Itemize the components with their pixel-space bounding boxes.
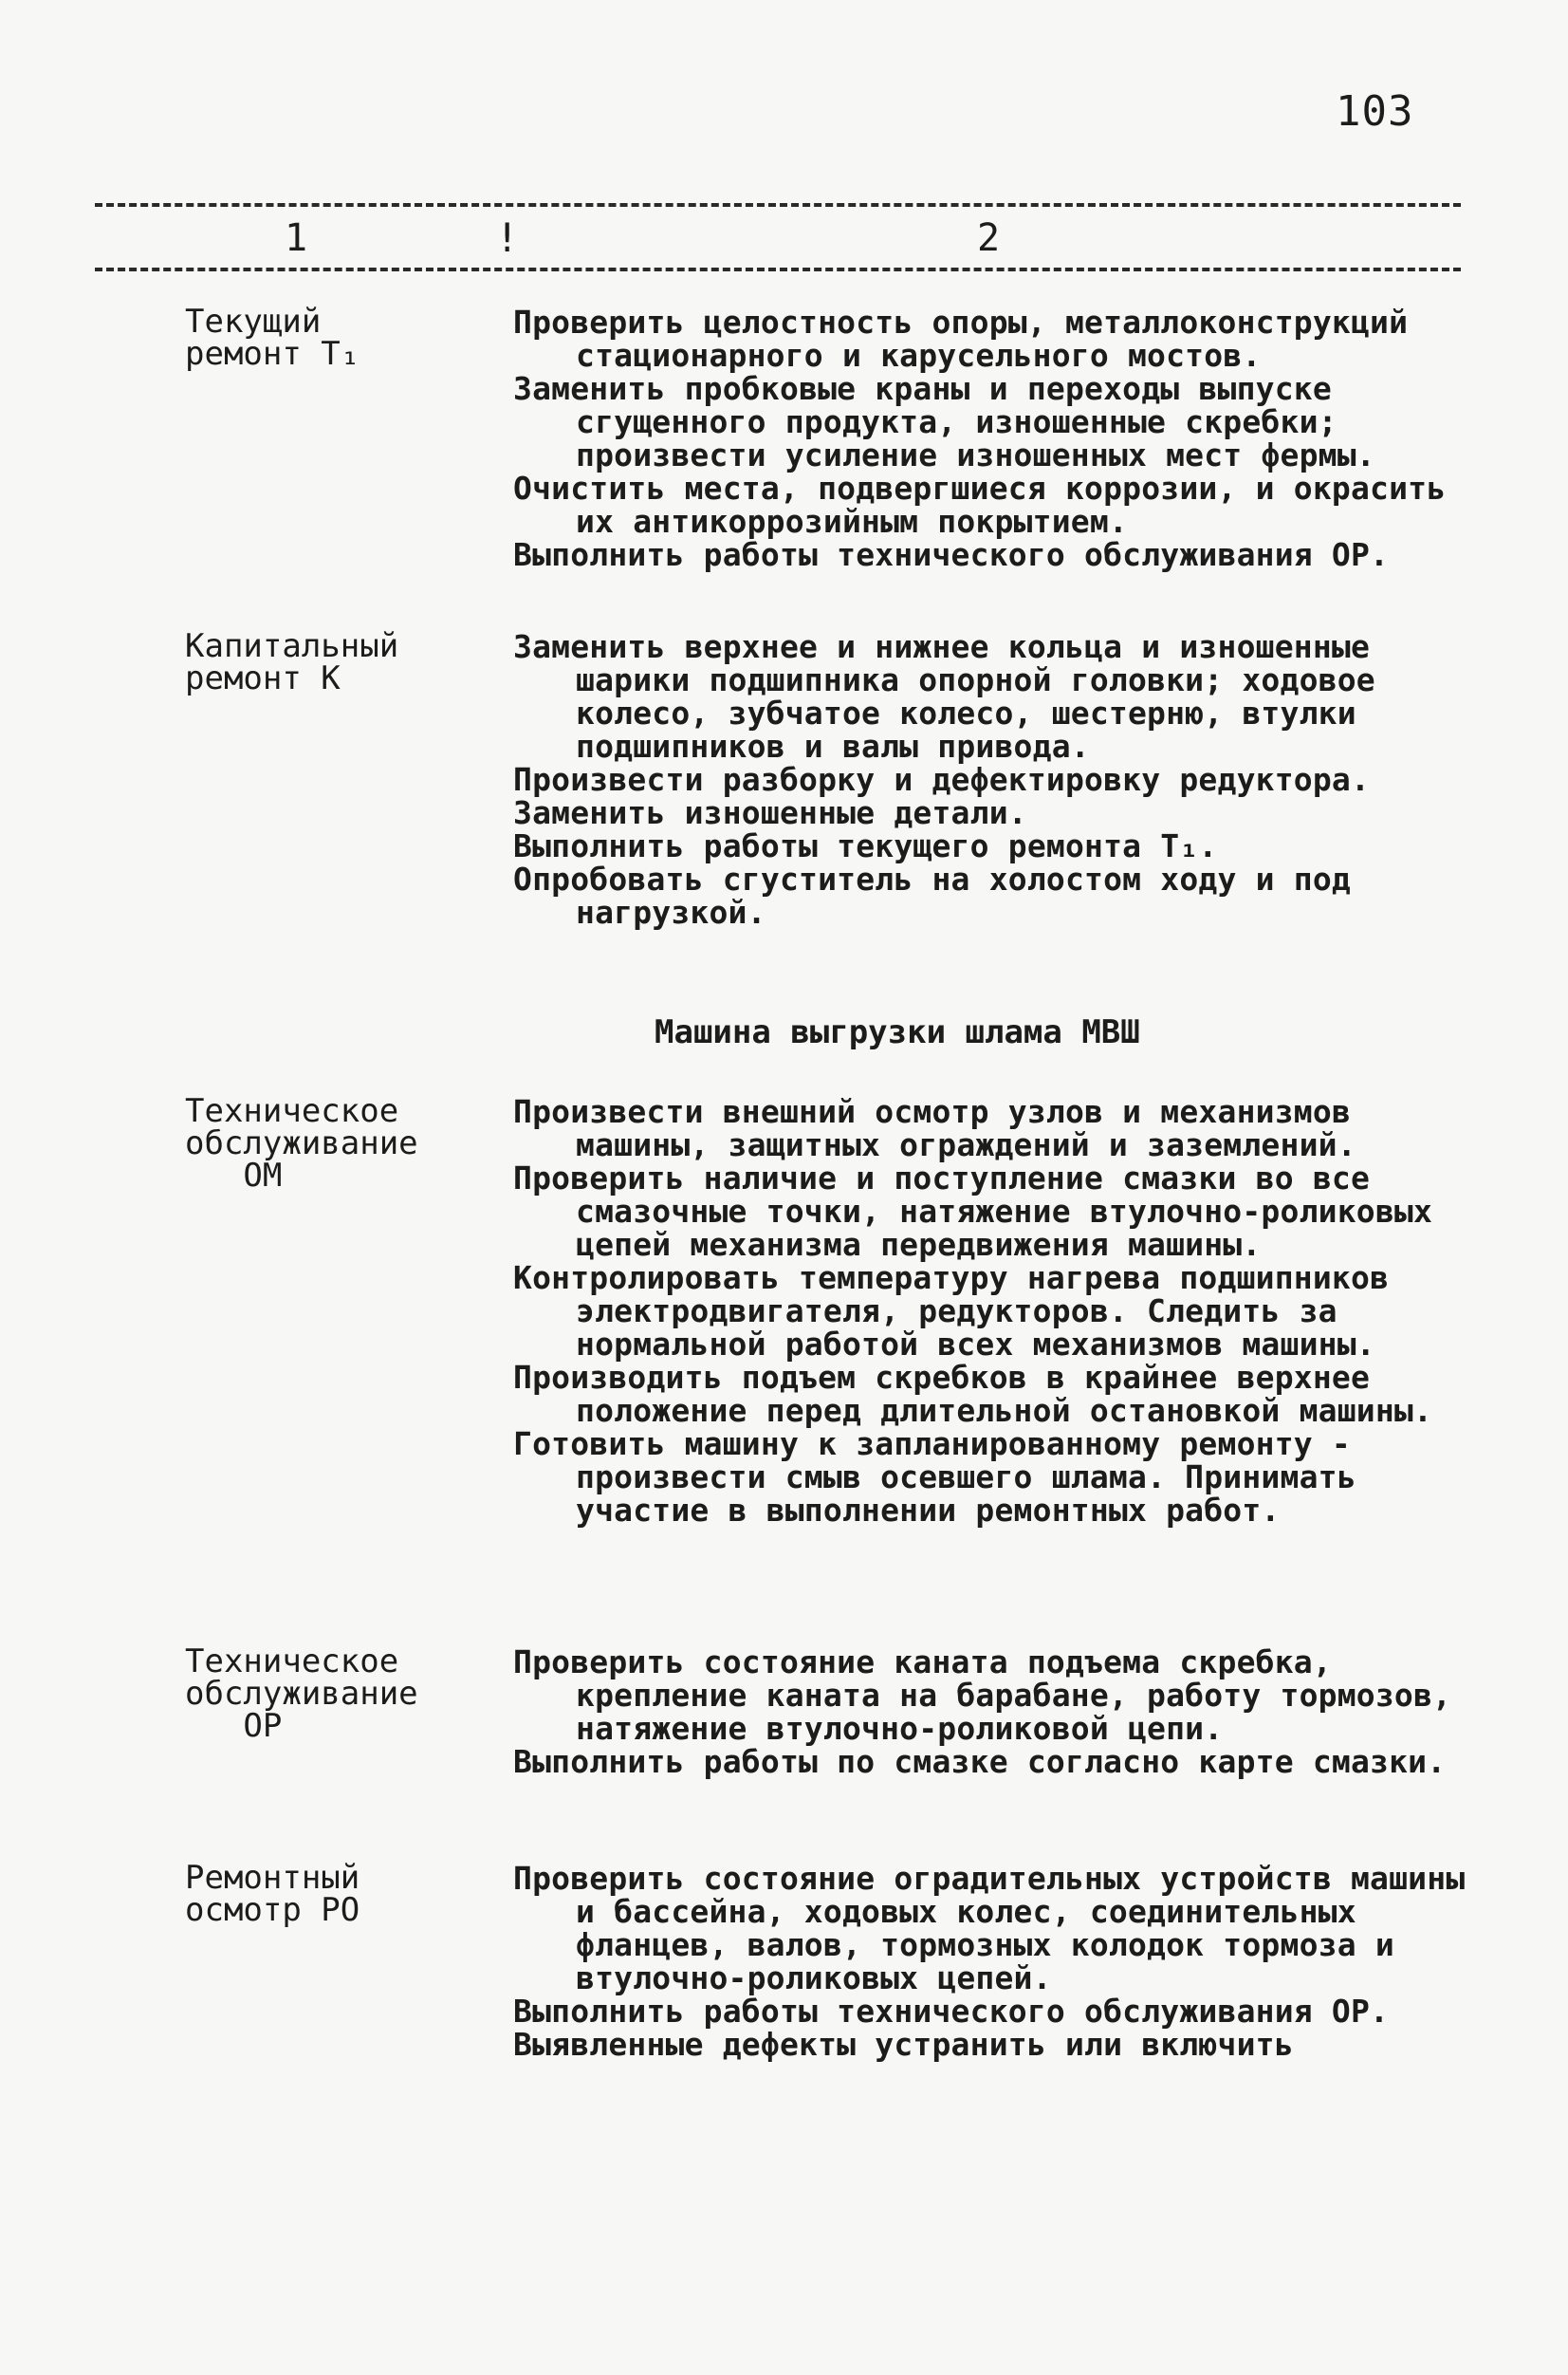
list-item: Выполнить работы текущего ремонта Т₁. — [513, 827, 1218, 864]
list-item: Заменить пробковые краны и переходы выпуске сгущенного продукта, изношенные скребки; произвести усиление изношенных мест фермы. — [513, 370, 1375, 473]
list-item: Готовить машину к запланированному ремонту - произвести смыв осевшего шлама. Принимать участие в выполнении ремонтных работ. — [513, 1425, 1356, 1529]
list-item: Производить подъем скребков в крайнее верхнее положение перед длительной остановкой машины. — [513, 1359, 1433, 1429]
list-item: Выполнить работы технического обслуживания ОР. — [513, 536, 1390, 573]
entry-items — [513, 1862, 1500, 2061]
list-item: Произвести внешний осмотр узлов и механизмов машины, защитных ограждений и заземлений. — [513, 1093, 1356, 1163]
list-item: Проверить целостность опоры, металлоконструкций стационарного и карусельного мостов. — [513, 304, 1409, 374]
entry-items — [513, 306, 1500, 571]
column-1-number: 1 — [285, 216, 308, 260]
list-item: Выполнить работы по смазке согласно карте смазки. — [513, 1743, 1447, 1780]
column-2-number: 2 — [977, 216, 1001, 260]
entry-label: Техническое обслуживание ОМ — [185, 1092, 418, 1195]
list-item: Проверить состояние оградительных устройств машины и бассейна, ходовых колес, соединительных фланцев, валов, тормозных колодок тормоза и втулочно-роликовых цепей. — [513, 1860, 1466, 1996]
section-title: Машина выгрузки шлама МВШ — [655, 1013, 1140, 1051]
entry-label: Техническое обслуживание ОР — [185, 1642, 418, 1745]
table-header-bottom-rule — [95, 268, 1461, 271]
list-item: Контролировать температуру нагрева подшипников электродвигателя, редукторов. Следить за нормальной работой всех механизмов машины. — [513, 1259, 1390, 1363]
list-item: Заменить верхнее и нижнее кольца и изношенные шарики подшипника опорной головки; ходовое колесо, зубчатое колесо, шестерню, втулки подшипников и валы привода. — [513, 628, 1375, 765]
list-item: Очистить места, подвергшиеся коррозии, и окрасить их антикоррозийным покрытием. — [513, 470, 1447, 540]
list-item: Заменить изношенные детали. — [513, 794, 1027, 831]
column-separator: ! — [495, 214, 520, 261]
list-item: Опробовать сгуститель на холостом ходу и под нагрузкой. — [513, 861, 1351, 931]
page-number: 103 — [1336, 87, 1414, 136]
list-item: Выявленные дефекты устранить или включить — [513, 2026, 1294, 2063]
entry-items — [513, 630, 1500, 929]
list-item: Выполнить работы технического обслуживания ОР. — [513, 1993, 1390, 2030]
list-item: Произвести разборку и дефектировку редуктора. — [513, 761, 1371, 798]
entry-label: Ремонтный осмотр РО — [185, 1859, 360, 1929]
entry-items — [513, 1645, 1500, 1778]
entry-label: Капитальный ремонт К — [185, 627, 399, 697]
entry-items — [513, 1095, 1500, 1527]
table-header-top-rule — [95, 203, 1461, 207]
entry-label: Текущий ремонт Т₁ — [185, 303, 360, 373]
list-item: Проверить наличие и поступление смазки во все смазочные точки, натяжение втулочно-роликовых цепей механизма передвижения машины. — [513, 1160, 1433, 1263]
list-item: Проверить состояние каната подъема скребка, крепление каната на барабане, работу тормозов, натяжение втулочно-роликовой цепи. — [513, 1643, 1452, 1747]
